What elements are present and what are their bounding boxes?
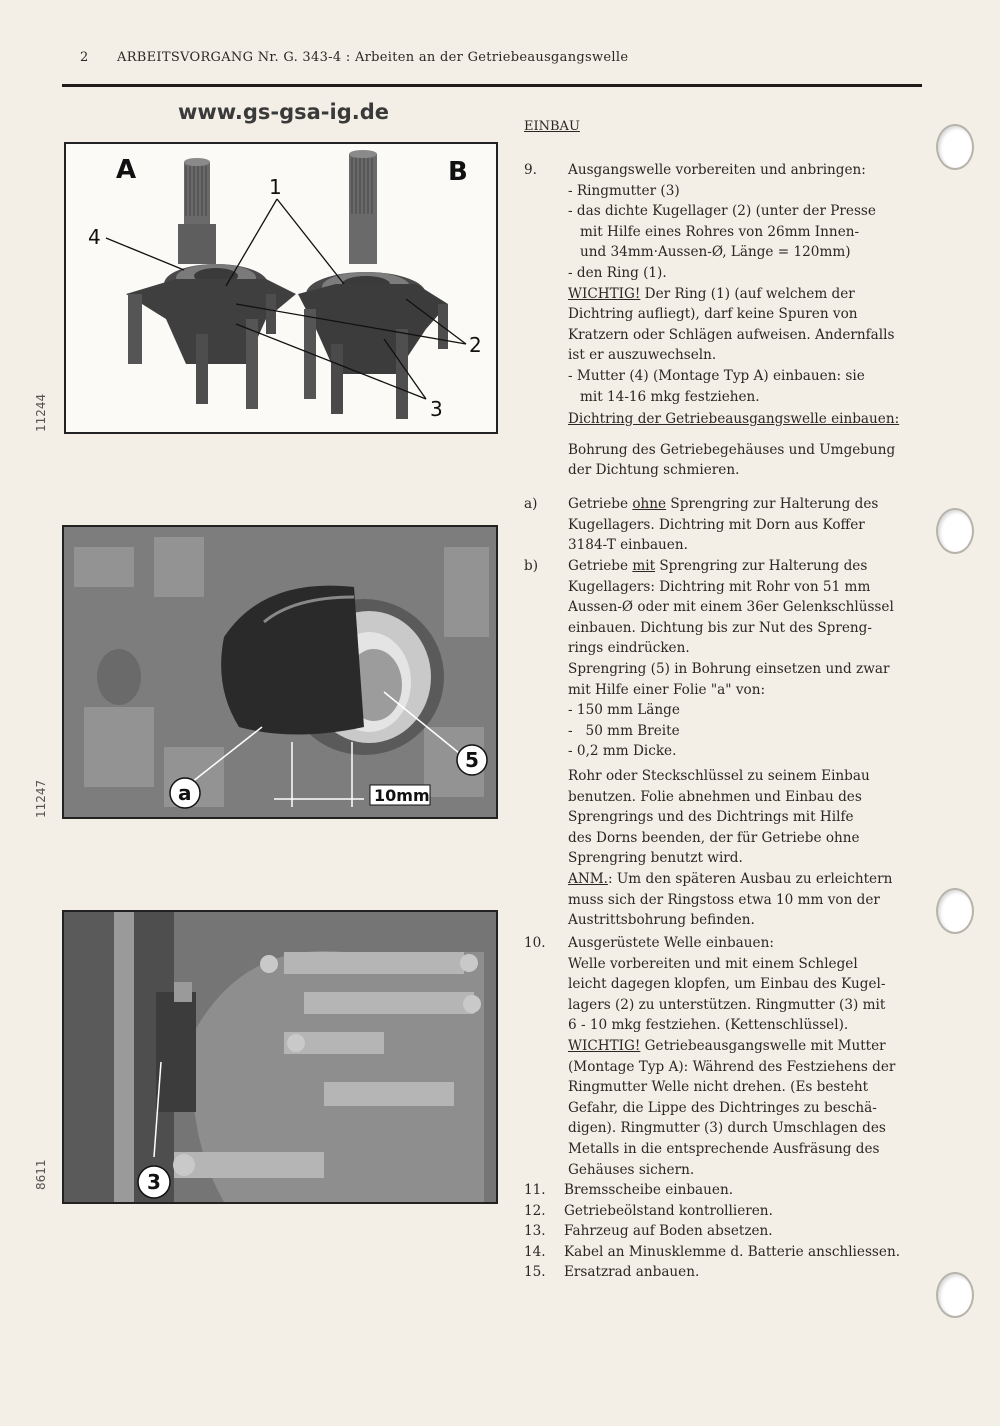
callout-3: 3 [147,1170,161,1194]
text-fragment-underlined: mit [632,558,656,574]
page-header [80,50,628,65]
text-line: - Ringmutter (3) [568,182,680,199]
text-line: - 0,2 mm Dicke. [568,743,677,760]
note-label: ANM. [568,870,608,887]
text-fragment: Sprengring zur Halterung des [655,558,868,574]
step-a [524,494,914,558]
text-fragment-underlined: ohne [632,496,667,512]
text-line: und 34mm·Aussen-Ø, Länge = 120mm) [580,244,851,261]
step-number: 10. [524,935,546,951]
text-line: benutzen. Folie abnehmen und Einbau des [568,788,862,805]
text-line: - Mutter (4) (Montage Typ A) einbauen: sie [568,367,865,384]
website-watermark: www.gs-gsa-ig.de [178,100,389,124]
text-line: Welle vorbereiten und mit einem Schlegel [568,955,858,972]
step-text: Fahrzeug auf Boden absetzen. [564,1223,773,1240]
label-b: B [448,157,468,187]
text-line: muss sich der Ringstoss etwa 10 mm von der [568,891,880,908]
final-step [524,1242,914,1263]
step-number: 13. [524,1223,546,1240]
final-step [524,1262,914,1283]
text-line: der Dichtung schmieren. [568,462,740,479]
text-line: digen). Ringmutter (3) durch Umschlagen des [568,1120,886,1137]
callout-1: 1 [269,175,282,199]
step-b [524,556,914,929]
text-line: leicht dagegen klopfen, um Einbau des Kugel- [568,976,886,993]
step-text: Ersatzrad anbauen. [564,1264,700,1281]
step-number: 15. [524,1264,546,1281]
text-line: Rohr oder Steckschlüssel zu seinem Einbau [568,767,870,784]
punch-hole [936,508,974,554]
final-step [524,1201,914,1222]
step-number: 11. [524,1182,546,1198]
final-step [524,1221,914,1242]
figure-seal-installation [62,525,498,819]
text-line: Kugellagers: Dichtring mit Rohr von 51 mm [568,578,871,595]
text-line: rings eindrücken. [568,640,690,657]
text-line: 6 - 10 mkg festziehen. (Kettenschlüssel). [568,1017,849,1034]
text-line: mit 14-16 mkg festziehen. [580,388,760,405]
text-line: (Montage Typ A): Während des Festziehens der [568,1058,896,1075]
page-header-title: ARBEITSVORGANG Nr. G. 343-4 : Arbeiten an der Getriebeausgangswelle [117,50,629,65]
figure-output-shafts [64,142,498,434]
figure-number: 8611 [34,1159,48,1190]
text-line: Aussen-Ø oder mit einem 36er Gelenkschlüssel [568,599,894,616]
text-line: Gefahr, die Lippe des Dichtringes zu beschä- [568,1099,877,1116]
step-text: Kabel an Minusklemme d. Batterie anschliessen. [564,1243,901,1260]
step-number: a) [524,496,538,512]
text-fragment: Sprengring zur Halterung des [666,496,879,512]
text-line: Austrittsbohrung befinden. [568,912,755,929]
important-label: WICHTIG! [568,1037,641,1054]
text-line: Ringmutter Welle nicht drehen. (Es besteht [568,1079,869,1096]
text-line: Sprengring benutzt wird. [568,850,743,867]
text-line: Der Ring (1) (auf welchem der [640,285,855,302]
text-line: Kugellagers. Dichtring mit Dorn aus Koffer [568,516,865,533]
step-text: Bremsscheibe einbauen. [564,1182,734,1198]
subsection-heading: Dichtring der Getriebeausgangswelle einbauen: [568,411,900,428]
punch-hole [936,888,974,934]
step-10 [524,933,914,1183]
figure-number: 11244 [34,393,48,432]
figure-number: 11247 [34,779,48,818]
section-title: EINBAU [524,119,580,134]
figure-ring-nut [62,910,498,1204]
text-line: Getriebeausgangswelle mit Mutter [640,1037,886,1054]
step-number: 9. [524,162,537,178]
callout-5: 5 [465,748,479,772]
text-line: Kratzern oder Schlägen aufweisen. Andernfalls [568,326,895,343]
important-label: WICHTIG! [568,285,641,302]
text-line: Bohrung des Getriebegehäuses und Umgebung [568,441,896,458]
text-line: - das dichte Kugellager (2) (unter der Presse [568,203,876,220]
text-line: Sprengrings und des Dichtrings mit Hilfe [568,809,854,826]
text-line: Ausgerüstete Welle einbauen: [568,935,774,951]
text-line: lagers (2) zu unterstützen. Ringmutter (3) mit [568,996,886,1013]
punch-hole [936,124,974,170]
text-line: mit Hilfe einer Folie "a" von: [568,681,766,698]
callout-4: 4 [88,225,101,249]
text-line: mit Hilfe eines Rohres von 26mm Innen- [580,223,860,240]
step-9 [524,160,914,480]
text-line: : Um den späteren Ausbau zu erleichtern [607,870,893,887]
text-line: Metalls in die entsprechende Ausfräsung des [568,1140,880,1157]
text-fragment: Getriebe [568,558,633,574]
final-step [524,1180,914,1201]
text-line: Dichtring aufliegt), darf keine Spuren von [568,306,858,323]
step-number: 14. [524,1243,546,1260]
dimension-label: 10mm [374,786,430,805]
step-text: Getriebeölstand kontrollieren. [564,1202,773,1219]
step-number: 12. [524,1202,546,1219]
text-line: 3184-T einbauen. [568,537,688,554]
text-line: - den Ring (1). [568,264,667,281]
text-line: einbauen. Dichtung bis zur Nut des Spreng- [568,619,872,636]
text-line: - 50 mm Breite [568,722,680,739]
callout-2: 2 [469,333,482,357]
page-number: 2 [80,50,89,65]
text-line: Gehäuses sichern. [568,1161,695,1178]
text-line: - 150 mm Länge [568,702,680,719]
text-line: des Dorns beenden, der für Getriebe ohne [568,829,860,846]
callout-3: 3 [430,397,443,421]
punch-hole [936,1272,974,1318]
text-line: Ausgangswelle vorbereiten und anbringen: [568,162,866,178]
final-steps [524,1180,914,1285]
header-rule [62,84,922,87]
step-number: b) [524,558,539,574]
label-a: A [116,155,137,185]
callout-a: a [178,781,192,805]
text-fragment: Getriebe [568,496,633,512]
text-line: Sprengring (5) in Bohrung einsetzen und zwar [568,660,890,677]
text-line: ist er auszuwechseln. [568,347,717,364]
